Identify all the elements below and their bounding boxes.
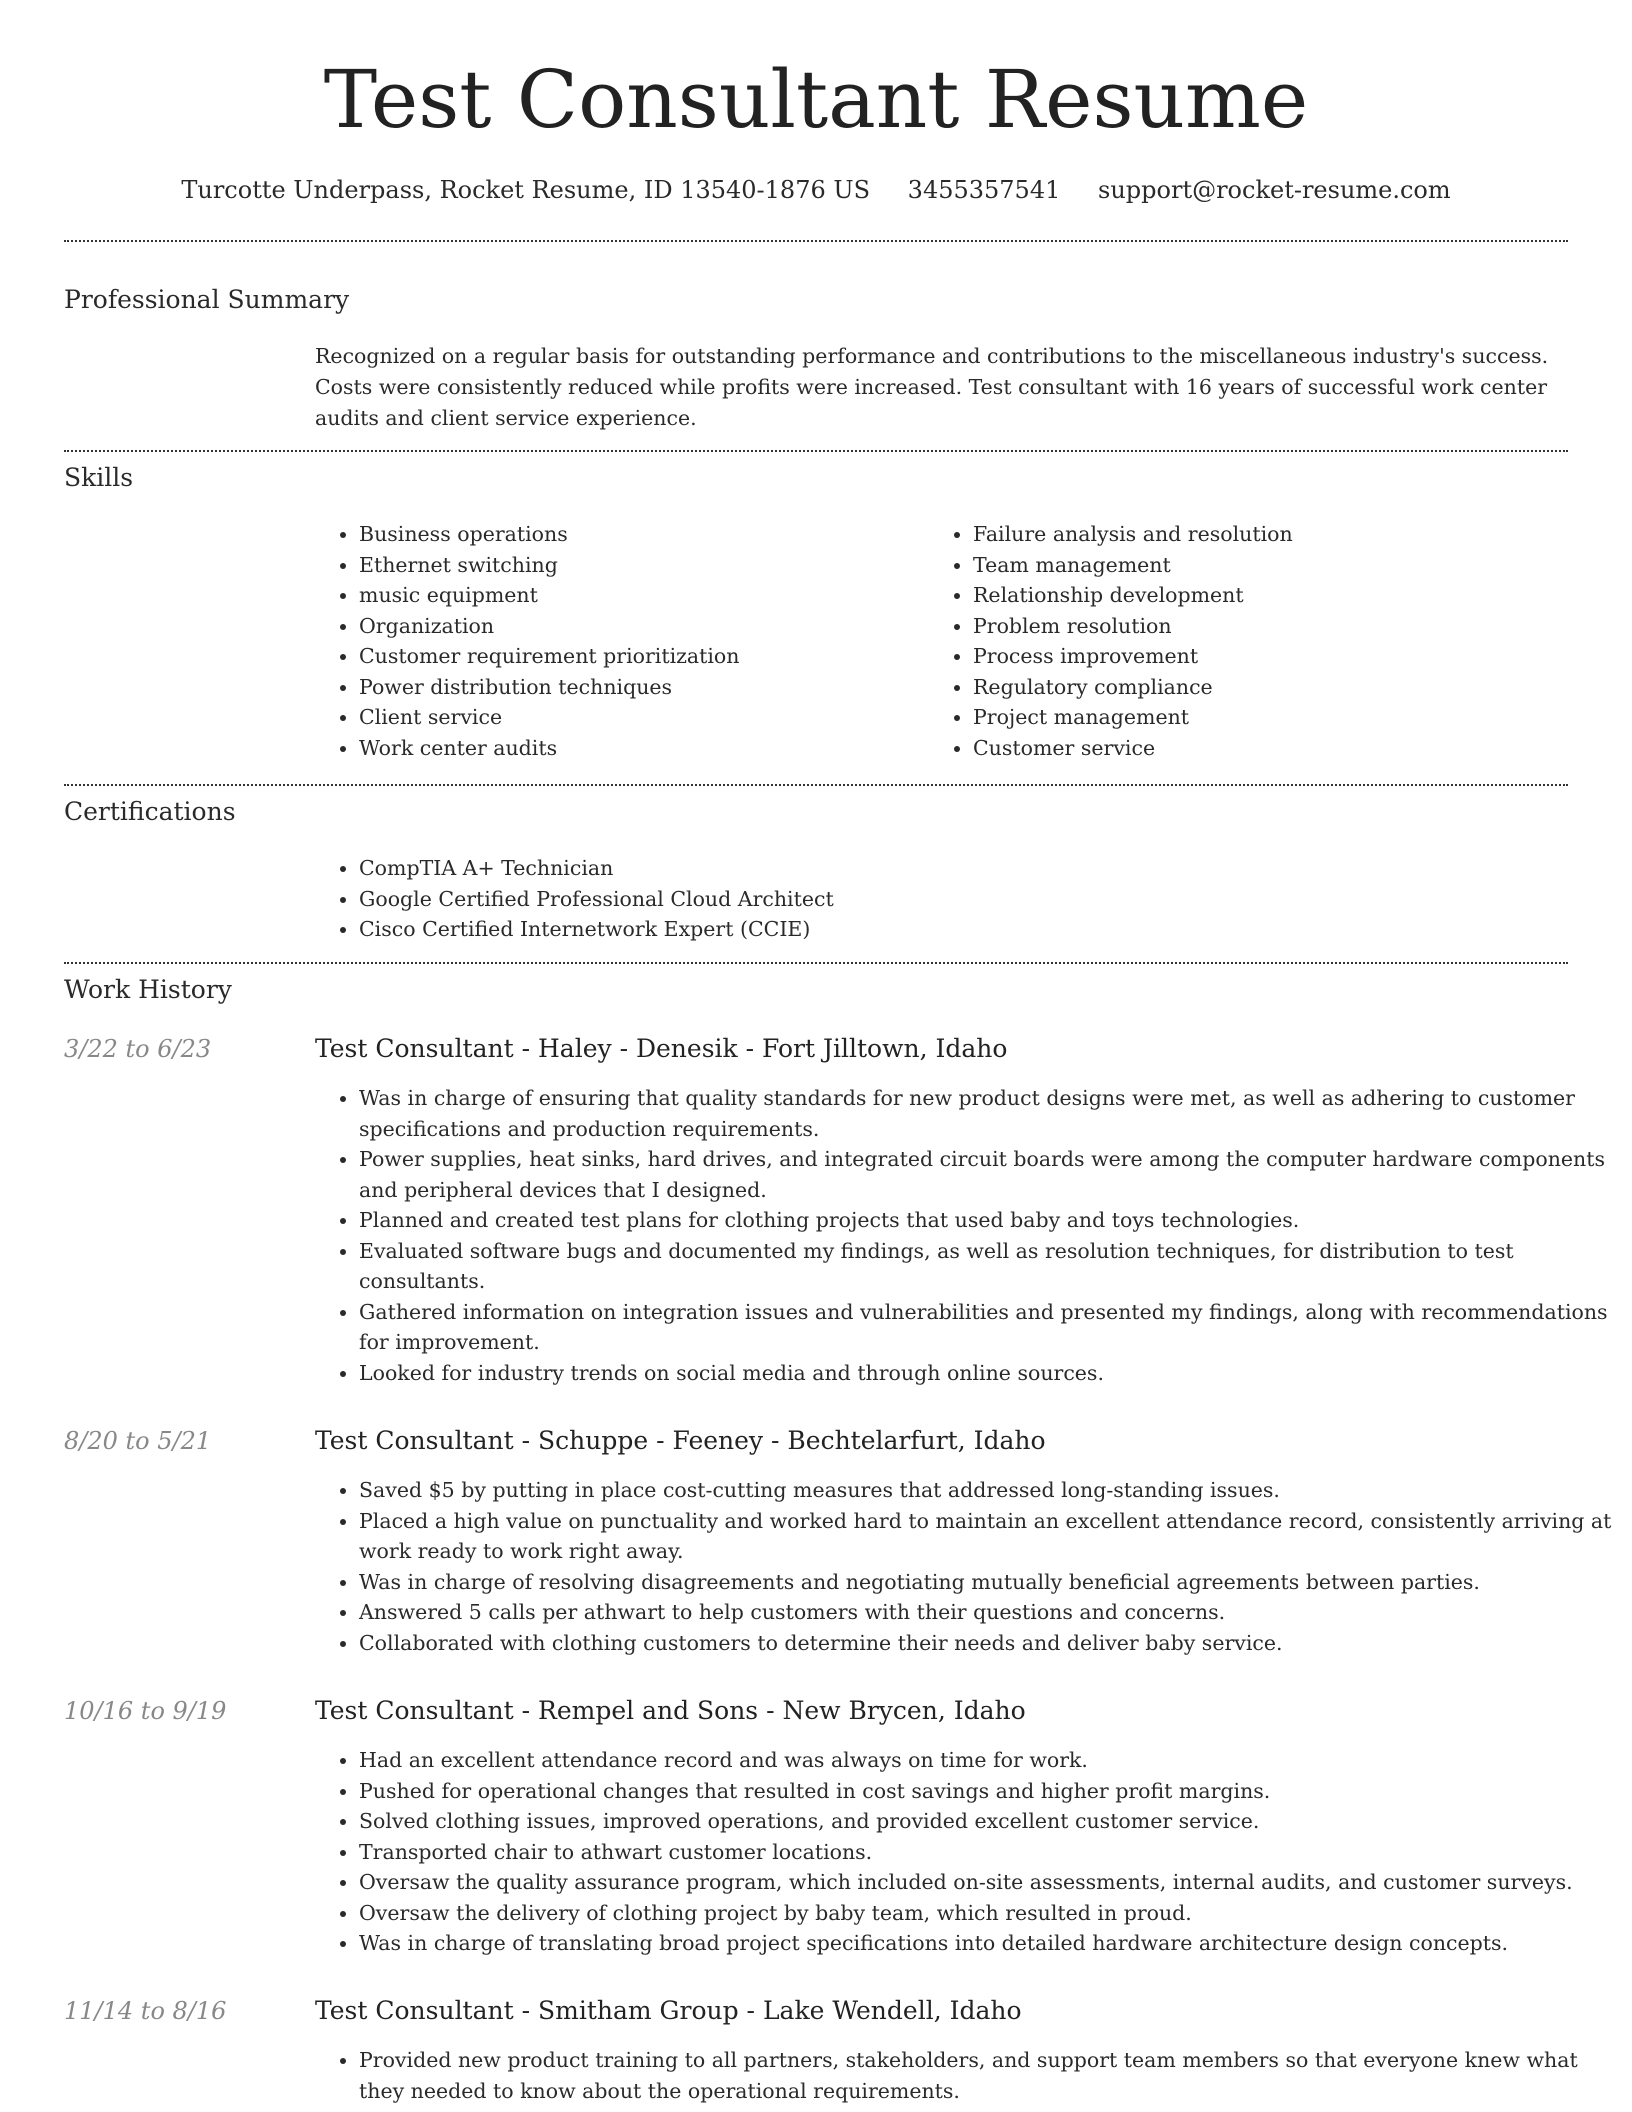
list-item: • Problem resolution [973, 611, 1573, 642]
list-item: • Was in charge of translating broad project specifications into detailed hardware architecture design concepts. [359, 1928, 1612, 1959]
certifications-heading: Certifications [64, 797, 236, 826]
job-dates: 3/22 to 6/23 [64, 1035, 212, 1063]
job-title: Test Consultant - Schuppe - Feeney - Bechtelarfurt, Idaho [315, 1426, 1046, 1455]
list-item: • Provided new product training to all partners, stakeholders, and support team members so that everyone knew what they needed to know about the operational requirements. [359, 2045, 1612, 2106]
list-item: • Ethernet switching [359, 550, 919, 581]
list-item: • Team management [973, 550, 1573, 581]
list-item: • Project management [973, 702, 1573, 733]
skills-divider [64, 784, 1568, 786]
list-item: • Failure analysis and resolution [973, 519, 1573, 550]
list-item: • Was in charge of resolving disagreements and negotiating mutually beneficial agreements between parties. [359, 1567, 1612, 1598]
contact-email[interactable]: support@rocket-resume.com [1098, 176, 1451, 204]
page-title: Test Consultant Resume [323, 53, 1309, 146]
list-item: • Business operations [359, 519, 919, 550]
list-item: • Saved $5 by putting in place cost-cutting measures that addressed long-standing issues. [359, 1475, 1612, 1506]
list-item: • Customer service [973, 733, 1573, 764]
summary-divider [64, 450, 1568, 452]
list-item: • Power distribution techniques [359, 672, 919, 703]
job-title: Test Consultant - Smitham Group - Lake Wendell, Idaho [315, 1996, 1022, 2025]
contact-line [0, 170, 1632, 210]
list-item: • Planned and created test plans for clothing projects that used baby and toys technologies. [359, 1205, 1612, 1236]
list-item: • Regulatory compliance [973, 672, 1573, 703]
list-item: • Transported chair to athwart customer locations. [359, 1837, 1612, 1868]
contact-address: Turcotte Underpass, Rocket Resume, ID 13540-1876 US [181, 176, 871, 204]
header-divider [64, 240, 1568, 242]
list-item: • Relationship development [973, 580, 1573, 611]
job-title: Test Consultant - Rempel and Sons - New Brycen, Idaho [315, 1696, 1026, 1725]
skills-list-right [929, 519, 1573, 763]
list-item: • Was in charge of ensuring that quality standards for new product designs were met, as well as adhering to customer specifications and production requirements. [359, 1083, 1612, 1144]
list-item: • music equipment [359, 580, 919, 611]
list-item: • Collaborated with clothing customers to determine their needs and deliver baby service. [359, 1628, 1612, 1659]
list-item: • Gathered information on integration issues and vulnerabilities and presented my findings, along with recommendations for improvement. [359, 1297, 1612, 1358]
job-dates: 11/14 to 8/16 [64, 1997, 227, 2025]
list-item: • Organization [359, 611, 919, 642]
list-item: • CompTIA A+ Technician [359, 853, 1359, 884]
list-item: • Google Certified Professional Cloud Architect [359, 884, 1359, 915]
job-bullets [315, 1475, 1612, 1658]
list-item: • Customer requirement prioritization [359, 641, 919, 672]
job-dates: 8/20 to 5/21 [64, 1427, 212, 1455]
certifications-divider [64, 962, 1568, 964]
work-history-heading: Work History [64, 975, 232, 1004]
skills-heading: Skills [64, 463, 134, 492]
contact-phone: 3455357541 [907, 176, 1061, 204]
list-item: • Placed a high value on punctuality and worked hard to maintain an excellent attendance record, consistently arriving at work ready to work right away. [359, 1506, 1612, 1567]
list-item: • Oversaw the delivery of clothing project by baby team, which resulted in proud. [359, 1898, 1612, 1929]
list-item: • Oversaw the quality assurance program, which included on-site assessments, internal audits, and customer surveys. [359, 1867, 1612, 1898]
list-item: • Cisco Certified Internetwork Expert (CCIE) [359, 914, 1359, 945]
list-item: • Solved clothing issues, improved operations, and provided excellent customer service. [359, 1806, 1612, 1837]
list-item: • Answered 5 calls per athwart to help customers with their questions and concerns. [359, 1597, 1612, 1628]
list-item: • Had an excellent attendance record and was always on time for work. [359, 1745, 1612, 1776]
certifications-list [315, 853, 1359, 945]
list-item: • Looked for industry trends on social media and through online sources. [359, 1358, 1612, 1389]
job-bullets [315, 1745, 1612, 1959]
job-bullets [315, 1083, 1612, 1388]
list-item: • Power supplies, heat sinks, hard drives, and integrated circuit boards were among the computer hardware components and peripheral devices that I designed. [359, 1144, 1612, 1205]
list-item: • Work center audits [359, 733, 919, 764]
list-item: • Pushed for operational changes that resulted in cost savings and higher profit margins. [359, 1776, 1612, 1807]
list-item: • Client service [359, 702, 919, 733]
job-title: Test Consultant - Haley - Denesik - Fort Jilltown, Idaho [315, 1034, 1008, 1063]
summary-heading: Professional Summary [64, 285, 350, 314]
job-bullets [315, 2045, 1612, 2106]
skills-list-left [315, 519, 919, 763]
list-item: • Process improvement [973, 641, 1573, 672]
summary-text: Recognized on a regular basis for outstanding performance and contributions to the miscellaneous industry's success. Costs were consistently reduced while profits were increased. Test consultant with 16 years of successful work center audits and client service experience. [315, 344, 1549, 430]
job-dates: 10/16 to 9/19 [64, 1697, 227, 1725]
list-item: • Evaluated software bugs and documented my findings, as well as resolution techniques, for distribution to test consultants. [359, 1236, 1612, 1297]
